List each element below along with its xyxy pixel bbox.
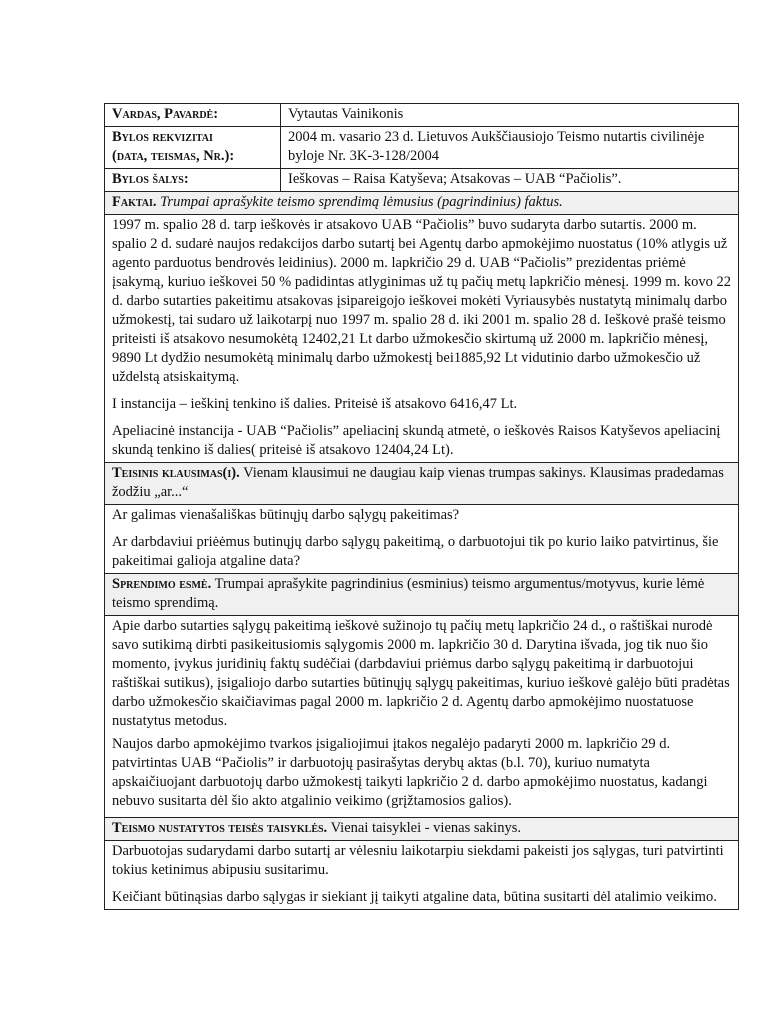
decision-body-row xyxy=(105,616,739,818)
rules-body-row xyxy=(105,841,739,910)
rules-paragraph: Keičiant būtinąsias darbo sąlygas ir siekiant jį taikyti atgaline data, būtina susitarti dėl atalimio veikimo. xyxy=(112,889,717,905)
rules-description: Vienai taisyklei - vienas sakinys. xyxy=(330,820,521,836)
legal-question-header-row xyxy=(105,463,739,505)
name-row xyxy=(105,104,739,127)
decision-paragraph: Naujos darbo apmokėjimo tvarkos įsigaliojimui įtakos negalėjo padaryti 2000 m. lapkričio 29 d. patvirtintas UAB “Pačiolis” ir darbuotojų pasirašytas derybų aktas (b.l. 70), kuriuo numatyta apskaičiuojant darbuotojų darbo užmokestį taikyti lapkričio 2 d. darbo apmokėjimo nuostatus, kadangi nebuvo susitarta dėl šio akto atgalinio veikimo (grįžtamosios galios). xyxy=(112,736,708,809)
legal-question-body xyxy=(105,505,739,574)
legal-question-header xyxy=(105,463,739,505)
facts-title: Faktai. xyxy=(112,194,157,210)
parties-row xyxy=(105,169,739,192)
rules-header xyxy=(105,818,739,841)
parties-label: Bylos šalys: xyxy=(105,169,281,192)
case-details-label xyxy=(105,127,281,169)
decision-title: Sprendimo esmė. xyxy=(112,576,212,592)
facts-body xyxy=(105,215,739,463)
legal-question-description: Vienam klausimui ne daugiau kaip vienas trumpas sakinys. Klausimas pradedamas žodžiu „ar...“ xyxy=(112,465,724,500)
case-details-value: 2004 m. vasario 23 d. Lietuvos Aukščiausiojo Teismo nutartis civilinėje byloje Nr. 3K-3-128/2004 xyxy=(281,127,739,169)
case-details-label-line1: Bylos rekvizitai xyxy=(112,129,213,145)
facts-description: Trumpai aprašykite teismo sprendimą lėmusius (pagrindinius) faktus. xyxy=(160,194,563,210)
decision-header-row xyxy=(105,574,739,616)
facts-paragraph: I instancija – ieškinį tenkino iš dalies. Priteisė iš atsakovo 6416,47 Lt. xyxy=(112,396,518,412)
decision-description: Trumpai aprašykite pagrindinius (esminius) teismo argumentus/motyvus, kurie lėmė teismo sprendimą. xyxy=(112,576,705,611)
case-details-label-line2: (data, teismas, Nr.): xyxy=(112,148,235,164)
decision-paragraph: Apie darbo sutarties sąlygų pakeitimą ieškovė sužinojo tų pačių metų lapkričio 24 d., o raštiškai nurodė savo sutikimą dirbti pasikeitusiomis sąlygomis 2000 m. lapkričio 30 d. Darytina išvada, jog tik nuo šio momento, įvykus juridinių faktų sudėčiai (darbdaviui priėmus darbo sąlygų pakeitimą ir darbuotojui raštiškai sutikus), įsigaliojo darbo sutarties būtinųjų sąlygų pakeitimas, kuriuo ieškovė galėjo būti pradėtas darbo užmokesčio skaičiavimas pagal 2000 m. lapkričio 2 d. Agentų darbo apmokėjimo nuostatuose nustatytus metodus. xyxy=(112,618,730,729)
legal-question-body-row xyxy=(105,505,739,574)
case-details-row xyxy=(105,127,739,169)
rules-header-row xyxy=(105,818,739,841)
legal-question-paragraph: Ar galimas vienašališkas būtinųjų darbo sąlygų pakeitimas? xyxy=(112,507,460,523)
legal-question-paragraph: Ar darbdaviui priėėmus butinųjų darbo sąlygų pakeitimą, o darbuotojui tik po kurio laiko patvirtinus, šie pakeitimai galioja atgaline data? xyxy=(112,534,719,569)
case-summary-table xyxy=(104,103,739,910)
facts-paragraph: 1997 m. spalio 28 d. tarp ieškovės ir atsakovo UAB “Pačiolis” buvo sudaryta darbo sutartis. 2000 m. spalio 2 d. sudarė naujos redakcijos darbo sutartį bei Agentų darbo apmokėjimo nuostatus (10% atlygis už agento parduotus bendrovės leidinius). 2000 m. lapkričio 29 d. UAB “Pačiolis” prezidentas priėmė įsakymą, kuriuo ieškovei 50 % padidintas atlyginimas už tų pačių metų lapkričio mėnesį. 1999 m. kovo 22 d. darbo sutarties pakeitimu atsakovas įsipareigojo ieškovei mokėti Vyriausybės nustatytą minimalų darbo užmokestį, tai sudaro už laikotarpį nuo 1997 m. spalio 28 d. iki 2001 m. spalio 28 d. Ieškovė prašė teismo priteisti iš atsakovo nesumokėtą 12402,21 Lt darbo užmokesčio skirtumą už 2000 m. lapkričio mėnesį, 9890 Lt dydžio nesumokėtą minimalų darbo užmokestį bei1885,92 Lt vidutinio darbo užmokesčio už uždelstą atsiskaitymą. xyxy=(112,217,731,385)
parties-value: Ieškovas – Raisa Katyševa; Atsakovas – UAB “Pačiolis”. xyxy=(281,169,739,192)
facts-header-row xyxy=(105,192,739,215)
case-summary-document xyxy=(104,103,739,910)
rules-title: Teismo nustatytos teisės taisyklės. xyxy=(112,820,328,836)
decision-header xyxy=(105,574,739,616)
name-label: Vardas, Pavardė: xyxy=(105,104,281,127)
facts-paragraph: Apeliacinė instancija - UAB “Pačiolis” apeliacinį skundą atmetė, o ieškovės Raisos Katyševos apeliacinį skundą tenkino iš dalies( priteisė iš atsakovo 12404,24 Lt). xyxy=(112,423,721,458)
rules-paragraph: Darbuotojas sudarydami darbo sutartį ar vėlesniu laikotarpiu siekdami pakeisti jos sąlygas, turi patvirtinti tokius ketinimus abipusiu susitarimu. xyxy=(112,843,724,878)
facts-header xyxy=(105,192,739,215)
legal-question-title: Teisinis klausimas(i). xyxy=(112,465,240,481)
decision-body xyxy=(105,616,739,818)
facts-body-row xyxy=(105,215,739,463)
name-value: Vytautas Vainikonis xyxy=(281,104,739,127)
rules-body xyxy=(105,841,739,910)
